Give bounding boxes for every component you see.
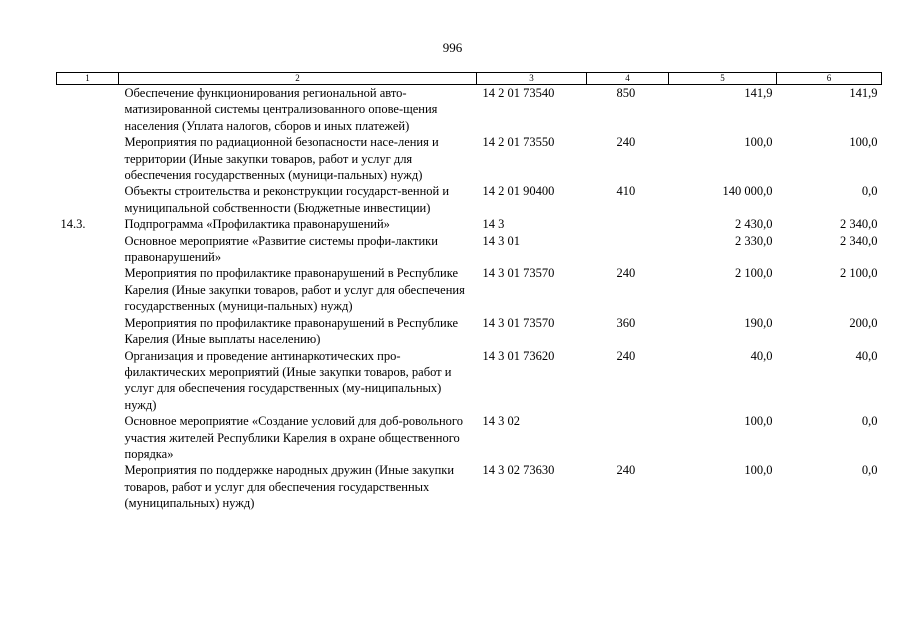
item-name-cell: Подпрограмма «Профилактика правонарушений» — [124, 217, 390, 232]
table-row — [57, 233, 882, 266]
target-article-code-cell: 14 3 01 73570 — [482, 315, 555, 330]
amount-year1-cell: 2 330,0 — [735, 233, 773, 248]
expense-type-code-cell: 410 — [616, 184, 636, 199]
row-number-cell — [57, 85, 119, 135]
expense-type-code-cell: 240 — [616, 348, 636, 363]
expense-type-code-cell: 360 — [616, 315, 636, 330]
column-number-header: 2 — [119, 73, 477, 85]
target-article-code-cell: 14 2 01 73550 — [482, 135, 555, 150]
item-name-cell: Основное мероприятие «Создание условий для доб-ровольного участия жителей Республики Карелия в охране общественного порядка» — [124, 414, 463, 461]
expense-type-code-cell — [587, 216, 669, 232]
expense-type-code-cell: 240 — [616, 266, 636, 281]
table-row — [57, 183, 882, 216]
item-name-cell: Мероприятия по профилактике правонарушений в Республике Карелия (Иные выплаты населению) — [124, 315, 459, 347]
amount-year2-cell: 0,0 — [861, 414, 878, 429]
amount-year2-cell: 2 340,0 — [840, 233, 878, 248]
amount-year1-cell: 100,0 — [744, 414, 773, 429]
column-number-header: 1 — [57, 73, 119, 85]
item-name-cell: Мероприятия по радиационной безопасности насе-ления и территории (Иные закупки товаров, работ и услуг для обеспечения государственных (муници-пальных) нужд) — [124, 135, 439, 183]
column-number-row — [57, 73, 882, 85]
target-article-code-cell: 14 3 02 — [482, 414, 520, 429]
table-row — [57, 134, 882, 183]
target-article-code-cell: 14 2 01 73540 — [482, 86, 555, 100]
amount-year2-cell: 100,0 — [849, 135, 878, 150]
amount-year2-cell: 141,9 — [849, 86, 878, 100]
column-number-header: 5 — [669, 73, 777, 85]
expense-type-code-cell: 240 — [616, 463, 636, 478]
row-number-cell — [57, 233, 119, 266]
item-name-cell: Обеспечение функционирования региональной авто-матизированной системы централизованного опове-щения населения (Уплата налогов, сборов и иных платежей) — [124, 86, 438, 133]
item-name-cell: Основное мероприятие «Развитие системы профи-лактики правонарушений» — [124, 233, 438, 265]
item-name-cell: Объекты строительства и реконструкции государст-венной и муниципальной собственности (Бюджетные инвестиции) — [124, 184, 450, 215]
item-name-cell: Мероприятия по профилактике правонарушений в Республике Карелия (Иные закупки товаров, работ и услуг для обеспечения государственных (муници-пальных) нужд) — [124, 266, 465, 314]
row-number-cell — [57, 462, 119, 511]
row-number-cell — [57, 413, 119, 462]
amount-year1-cell: 140 000,0 — [722, 184, 773, 199]
table-row — [57, 85, 882, 135]
amount-year1-cell: 40,0 — [750, 348, 773, 363]
page-number: 996 — [442, 40, 463, 55]
table-body — [57, 85, 882, 512]
item-name-cell: Мероприятия по поддержке народных дружин (Иные закупки товаров, работ и услуг для обеспечения государственных (муниципальных) нужд) — [124, 463, 455, 511]
expense-type-code-cell — [587, 413, 669, 462]
target-article-code-cell: 14 3 — [482, 217, 505, 232]
budget-table — [56, 72, 881, 512]
amount-year1-cell: 2 430,0 — [735, 217, 773, 232]
row-number-cell: 14.3. — [60, 217, 86, 232]
table-row — [57, 315, 882, 348]
amount-year2-cell: 2 340,0 — [840, 217, 878, 232]
column-number-header: 3 — [477, 73, 587, 85]
table-row — [57, 216, 882, 232]
row-number-cell — [57, 183, 119, 216]
target-article-code-cell: 14 3 01 73570 — [482, 266, 555, 281]
row-number-cell — [57, 265, 119, 314]
amount-year1-cell: 190,0 — [744, 315, 773, 330]
table-row — [57, 462, 882, 511]
row-number-cell — [57, 348, 119, 414]
amount-year2-cell: 40,0 — [855, 348, 878, 363]
table-row — [57, 348, 882, 414]
target-article-code-cell: 14 3 01 73620 — [482, 348, 555, 363]
table-row — [57, 413, 882, 462]
amount-year2-cell: 2 100,0 — [840, 266, 878, 281]
row-number-cell — [57, 315, 119, 348]
target-article-code-cell: 14 3 02 73630 — [482, 463, 555, 478]
target-article-code-cell: 14 2 01 90400 — [482, 184, 555, 199]
expense-type-code-cell: 240 — [616, 135, 636, 150]
amount-year1-cell: 141,9 — [744, 86, 773, 100]
amount-year1-cell: 100,0 — [744, 135, 773, 150]
column-number-header: 6 — [777, 73, 882, 85]
column-number-header: 4 — [587, 73, 669, 85]
item-name-cell: Организация и проведение антинаркотических про-филактических мероприятий (Иные закупки товаров, работ и услуг для обеспечения государственных (му-ниципальных) нужд) — [124, 348, 452, 412]
amount-year1-cell: 2 100,0 — [735, 266, 773, 281]
amount-year2-cell: 0,0 — [861, 463, 878, 478]
amount-year1-cell: 100,0 — [744, 463, 773, 478]
table-row — [57, 265, 882, 314]
row-number-cell — [57, 134, 119, 183]
amount-year2-cell: 0,0 — [861, 184, 878, 199]
expense-type-code-cell: 850 — [616, 86, 636, 100]
expense-type-code-cell — [587, 233, 669, 266]
target-article-code-cell: 14 3 01 — [482, 233, 520, 248]
amount-year2-cell: 200,0 — [849, 315, 878, 330]
